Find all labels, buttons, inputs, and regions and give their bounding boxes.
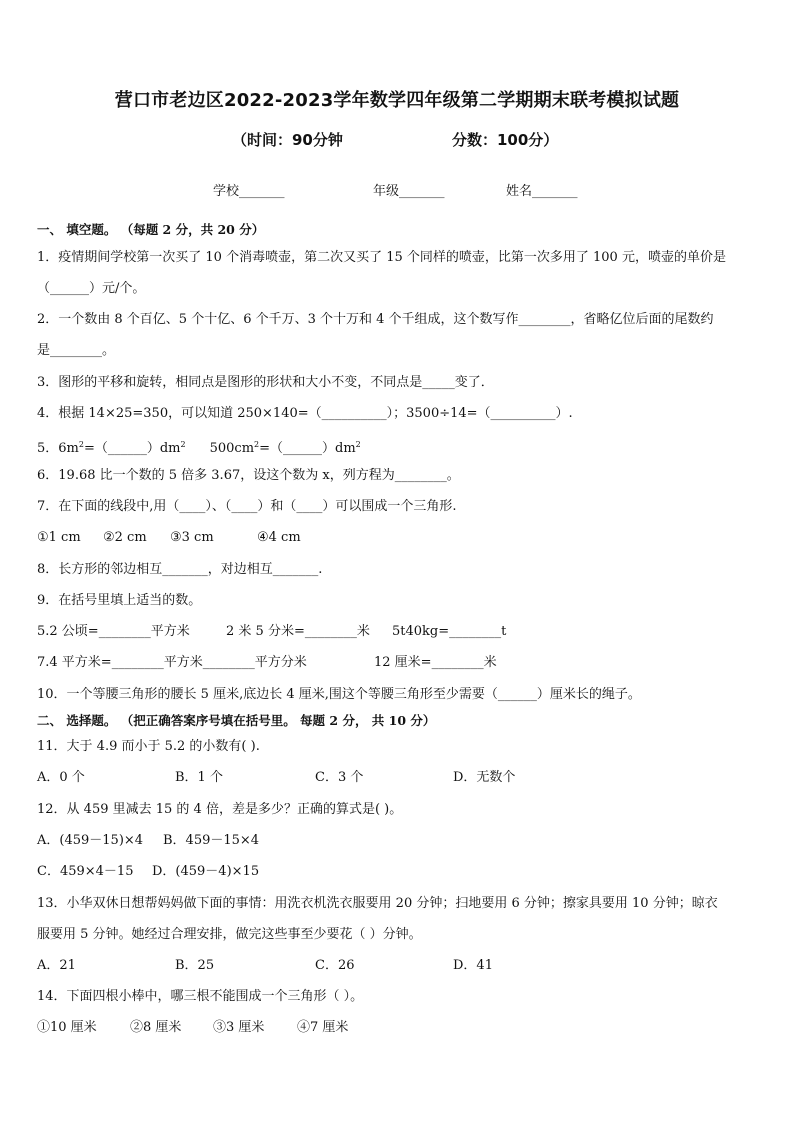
q5-superscript: 2 bbox=[355, 440, 361, 449]
q9-item-2: 2 米 5 分米=________米 bbox=[226, 624, 370, 639]
question-6: 6．19.68 比一个数的 5 倍多 3.67，设这个数为 x，列方程为________。 bbox=[37, 468, 460, 483]
q9-item-4: 7.4 平方米=________平方米________平方分米 bbox=[37, 655, 307, 670]
exam-time: （时间：90分钟 bbox=[232, 131, 343, 149]
question-5 bbox=[37, 436, 361, 458]
question-2-line-1: 2．一个数由 8 个百亿、5 个十亿、6 个千万、3 个十万和 4 个千组成，这个数写作________，省略亿位后面的尾数约 bbox=[37, 312, 714, 327]
q11-option-a: A．0 个 bbox=[37, 770, 85, 785]
question-4: 4．根据 14×25=350，可以知道 250×140=（__________）；3500÷14=（__________）. bbox=[37, 406, 573, 421]
question-10: 10．一个等腰三角形的腰长 5 厘米,底边长 4 厘米,围这个等腰三角形至少需要（______）厘米长的绳子。 bbox=[37, 687, 641, 702]
q14-option-2: ②8 厘米 bbox=[130, 1020, 182, 1035]
q7-option-3: ③3 cm bbox=[170, 530, 214, 545]
question-1-line-2: （______）元/个。 bbox=[37, 281, 146, 296]
exam-title: 营口市老边区2022-2023学年数学四年级第二学期期末联考模拟试题 bbox=[114, 90, 680, 111]
q11-option-c: C．3 个 bbox=[315, 770, 364, 785]
section-heading-fill-blank: 一、 填空题。 （每题 2 分，共 20 分） bbox=[37, 222, 265, 237]
q5-superscript: 2 bbox=[180, 440, 186, 449]
exam-score: 分数：100分） bbox=[452, 131, 559, 149]
question-12: 12．从 459 里减去 15 的 4 倍，差是多少？正确的算式是( )。 bbox=[37, 802, 403, 817]
q7-option-2: ②2 cm bbox=[103, 530, 147, 545]
q5-part-d: =（______）dm bbox=[259, 441, 356, 456]
question-1-line-1: 1．疫情期间学校第一次买了 10 个消毒喷壶，第二次又买了 15 个同样的喷壶，比第一次多用了 100 元，喷壶的单价是 bbox=[37, 250, 726, 265]
q11-option-b: B．1 个 bbox=[175, 770, 223, 785]
q13-option-c: C．26 bbox=[315, 958, 355, 973]
question-8: 8．长方形的邻边相互_______，对边相互_______. bbox=[37, 562, 323, 577]
q7-option-1: ①1 cm bbox=[37, 530, 81, 545]
q5-part-a: 5．6m bbox=[37, 441, 79, 456]
q7-option-4: ④4 cm bbox=[257, 530, 301, 545]
question-3: 3．图形的平移和旋转，相同点是图形的形状和大小不变，不同点是_____变了． bbox=[37, 375, 494, 390]
question-7: 7．在下面的线段中,用（____）、（____）和（____）可以围成一个三角形. bbox=[37, 499, 457, 514]
school-field: 学校_______ bbox=[213, 184, 285, 199]
name-field: 姓名_______ bbox=[506, 184, 578, 199]
q13-option-a: A．21 bbox=[37, 958, 76, 973]
q5-part-c: 500cm bbox=[209, 441, 255, 456]
grade-field: 年级_______ bbox=[373, 184, 445, 199]
q5-superscript: 2 bbox=[78, 440, 84, 449]
question-13-line-1: 13．小华双休日想帮妈妈做下面的事情：用洗衣机洗衣服要用 20 分钟；扫地要用 6 分钟；擦家具要用 10 分钟；晾衣 bbox=[37, 896, 718, 911]
q14-option-3: ③3 厘米 bbox=[213, 1020, 265, 1035]
question-2-line-2: 是________。 bbox=[37, 343, 116, 358]
q9-item-1: 5.2 公顷=________平方米 bbox=[37, 624, 190, 639]
q13-option-d: D．41 bbox=[453, 958, 493, 973]
q13-option-b: B．25 bbox=[175, 958, 215, 973]
q12-option-b: B．459－15×4 bbox=[163, 833, 260, 848]
q14-option-1: ①10 厘米 bbox=[37, 1020, 97, 1035]
q9-item-3: 5t40kg=________t bbox=[392, 624, 507, 639]
section-heading-choice: 二、 选择题。 （把正确答案序号填在括号里。 每题 2 分， 共 10 分） bbox=[37, 713, 436, 728]
q14-option-4: ④7 厘米 bbox=[297, 1020, 349, 1035]
q5-part-b: =（______）dm bbox=[83, 441, 181, 456]
q12-option-c: C．459×4－15 bbox=[37, 864, 134, 879]
question-9: 9．在括号里填上适当的数。 bbox=[37, 593, 202, 608]
q11-option-d: D．无数个 bbox=[453, 770, 516, 785]
question-14: 14．下面四根小棒中，哪三根不能围成一个三角形（ ）。 bbox=[37, 989, 364, 1004]
q9-item-5: 12 厘米=________米 bbox=[374, 655, 497, 670]
q12-option-d: D．(459－4)×15 bbox=[152, 864, 260, 879]
question-11: 11．大于 4.9 而小于 5.2 的小数有( ). bbox=[37, 739, 260, 754]
q5-superscript: 2 bbox=[254, 440, 260, 449]
question-13-line-2: 服要用 5 分钟。她经过合理安排，做完这些事至少要花（ ）分钟。 bbox=[37, 927, 422, 942]
q12-option-a: A．(459－15)×4 bbox=[37, 833, 144, 848]
